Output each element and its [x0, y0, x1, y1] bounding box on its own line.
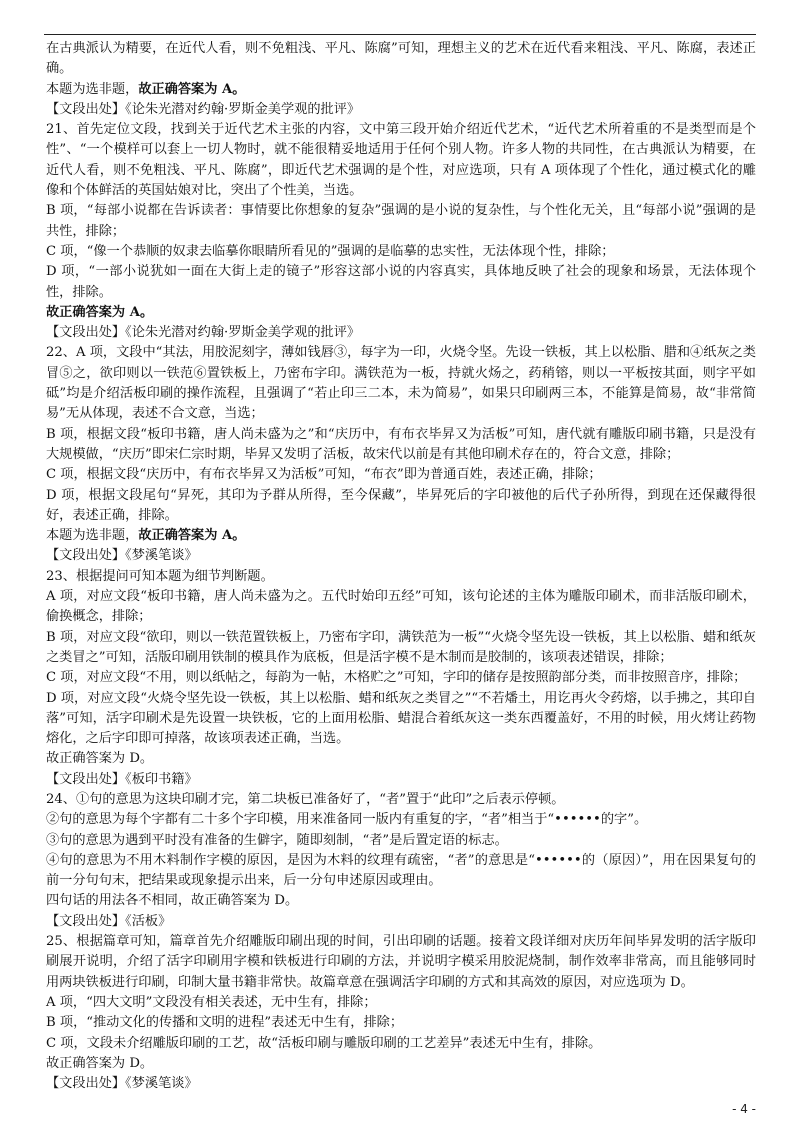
- paragraph: ②句的意思为每个字都有二十多个字印模，用来准备同一版内有重复的字，“者”相当于“••••••的字”。: [46, 812, 648, 828]
- paragraph: A 项，对应文段“板印书籍，唐人尚未盛为之。五代时始印五经”可知，该句论述的主体为雕版印刷术，而非活版印刷术，偷换概念，排除；: [46, 589, 756, 625]
- paragraph: ④句的意思为不用木料制作字模的原因，是因为木料的纹理有疏密，“者”的意思是“••••••的（原因）”，用在因果复句的前一分句句末，把结果或现象提示出来，后一分句申述原因或理由。: [46, 852, 756, 889]
- source-citation: 【文段出处】《梦溪笔谈》: [46, 548, 198, 564]
- page-number: - 4 -: [732, 1102, 756, 1116]
- paragraph: 25、根据篇章可知，篇章首先介绍雕版印刷出现的时间，引出印刷的话题。接着文段详细对庆历年间毕昇发明的活字版印刷展开说明，介绍了活字印刷用字模和铁板进行印刷的方法，并说明字模采用胶泥烧制，制作效率非常高，而且能够同时用两块铁板进行印刷，印制大量书籍非常快。故篇章意在强调活字印刷的方式和其高效的原因，对应选项为 D。: [46, 934, 756, 990]
- source-citation: 【文段出处】《板印书籍》: [46, 771, 198, 787]
- answer-line: 四句话的用法各不相同，故正确答案为 D。: [46, 893, 299, 909]
- paragraph: 23、根据提问可知本题为细节判断题。: [46, 568, 274, 584]
- source-citation: 【文段出处】《论朱光潜对约翰·罗斯金美学观的批评》: [46, 325, 361, 341]
- source-citation: 【文段出处】《活板》: [46, 913, 172, 929]
- paragraph: C 项，“像一个恭顺的奴隶去临摹你眼睛所看见的”强调的是临摹的忠实性，无法体现个性，排除；: [46, 243, 615, 259]
- paragraph: 22、A 项，文段中“其法，用胶泥刻字，薄如钱唇③，每字为一印，火烧令坚。先设一铁板，其上以松脂、腊和④纸灰之类冒⑤之，欲印则以一铁范⑥置铁板上，乃密布字印。满铁范为一板，持就火炀之，药稍镕，则以一平板按其面，则字平如砥”均是介绍活板印刷的操作流程，且强调了“若止印三二本，未为简易”，如果只印刷两三本，不能算是简易，故“非常简易”无从体现，表述不合文意，当选；: [46, 345, 756, 422]
- paragraph: ③句的意思为遇到平时没有准备的生僻字，随即刻制，“者”是后置定语的标志。: [46, 832, 508, 848]
- answer-line: 故正确答案为 A。: [46, 304, 154, 320]
- answer-line: 故正确答案为 D。: [46, 1055, 154, 1071]
- document-body: [46, 39, 756, 1094]
- paragraph: C 项，文段未介绍雕版印刷的工艺，故“活板印刷与雕版印刷的工艺差异”表述无中生有，排除。: [46, 1035, 602, 1051]
- answer-line: 故正确答案为 D。: [46, 751, 154, 767]
- paragraph: D 项，对应文段“火烧令坚先设一铁板，其上以松脂、蜡和纸灰之类冒之”“不若燔土，用讫再火令药熔，以手拂之，其印自落”可知，活字印刷术是先设置一块铁板，它的上面用松脂、蜡混合着纸灰这一类东西覆盖好，不用的时候，用火烤让药物熔化，之后字印即可掉落，故该项表述正确，当选。: [46, 690, 756, 747]
- paragraph: 本题为选非题，故正确答案为 A。: [46, 81, 246, 97]
- paragraph: B 项，对应文段“欲印，则以一铁范置铁板上，乃密布字印，满铁范为一板”“火烧令坚先设一铁板，其上以松脂、蜡和纸灰之类冒之”可知，活版印刷用铁制的模具作为底板，但是活字模不是木制而是胶制的，该项表述错误，排除；: [46, 629, 756, 665]
- source-citation: 【文段出处】《论朱光潜对约翰·罗斯金美学观的批评》: [46, 101, 361, 117]
- paragraph: B 项，根据文段“板印书籍，唐人尚未盛为之”和“庆历中，有布衣毕昇又为活板”可知，唐代就有雕版印刷书籍，只是没有大规模做，“庆历”即宋仁宗时期，毕昇又发明了活板，故宋代以前是有其他印刷术存在的，符合文意，排除；: [46, 426, 756, 462]
- answer-line: 本题为选非题，故正确答案为 A。: [46, 528, 246, 544]
- paragraph: D 项，“一部小说犹如一面在大街上走的镜子”形容这部小说的内容真实，具体地反映了社会的现象和场景，无法体现个性，排除。: [46, 264, 756, 300]
- source-citation: 【文段出处】《梦溪笔谈》: [46, 1076, 198, 1092]
- paragraph: A 项，“四大文明”文段没有相关表述，无中生有，排除；: [46, 994, 377, 1010]
- paragraph: C 项，根据文段“庆历中，有布衣毕昇又为活板”可知，“布衣”即为普通百姓，表述正确，排除；: [46, 467, 602, 483]
- paragraph: 在古典派认为精要，在近代人看，则不免粗浅、平凡、陈腐”可知，理想主义的艺术在近代看来粗浅、平凡、陈腐，表述正确。: [46, 41, 756, 77]
- paragraph: B 项，“推动文化的传播和文明的进程”表述无中生有，排除；: [46, 1015, 404, 1031]
- header-rule: [44, 34, 756, 35]
- paragraph: D 项，根据文段尾句“昇死，其印为予群从所得，至今保藏”，毕昇死后的字印被他的后代子孙所得，到现在还保藏得很好，表述正确，排除。: [46, 487, 756, 523]
- paragraph: C 项，对应文段“不用，则以纸帖之，每韵为一帖，木格贮之”可知，字印的储存是按照韵部分类，而非按照音序，排除；: [46, 670, 747, 686]
- paragraph: B 项，“每部小说都在告诉读者：事情要比你想象的复杂”强调的是小说的复杂性，与个性化无关，且“每部小说”强调的是共性，排除；: [46, 203, 756, 239]
- paragraph: 24、①句的意思为这块印刷才完，第二块板已准备好了，“者”置于“此印”之后表示停顿。: [46, 791, 565, 807]
- paragraph: 21、首先定位文段，找到关于近代艺术主张的内容，文中第三段开始介绍近代艺术，“近代艺术所着重的不是类型而是个性”、“一个模样可以套上一切人物时，就不能很精妥地适用于任何个别人物。许多人物的共同性，在古典派认为精要，在近代人看，则不免粗浅、平凡、陈腐”，即近代艺术强调的是个性，对应选项，只有 A 项体现了个性化，通过模式化的雕像和个体鲜活的英国姑娘对比，突出了个性美，当选。: [46, 122, 756, 199]
